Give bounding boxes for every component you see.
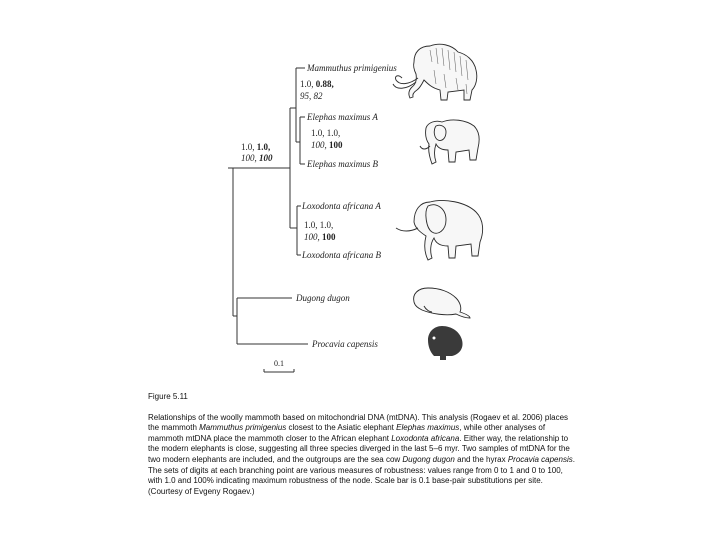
dugong-body <box>414 288 470 318</box>
support-root-l1-a: 1.0, <box>241 142 257 152</box>
caption-text-5: , while other analyses of mammoth mtDNA place the mammoth closer to the African elephant <box>148 423 546 443</box>
african-elephant-illustration <box>396 200 483 260</box>
support-mammoth-asian-line1 <box>300 79 334 89</box>
caption-species-dugong: Dugong dugon <box>402 454 455 464</box>
taxon-label-asian-a: Elephas maximus A <box>307 112 378 122</box>
caption-body <box>148 413 578 498</box>
support-african-line1 <box>304 220 333 230</box>
support-as-l2-b: 100 <box>329 140 343 150</box>
asian-elephant-illustration <box>420 120 479 164</box>
caption-species-elephas: Elephas maximus <box>396 423 460 433</box>
caption-text-1: Relationships of the woolly mammoth based on mitochondrial DNA (mtDNA). This analysis (Rogaev et al. 2006) places the mammoth <box>148 412 569 433</box>
caption-text-3: closest to the Asiatic elephant <box>286 423 397 433</box>
scale-bar <box>264 359 294 372</box>
taxon-label-african-a: Loxodonta africana A <box>302 201 381 211</box>
taxon-label-hyrax: Procavia capensis <box>312 339 378 349</box>
support-root-line2 <box>241 153 273 163</box>
hyrax-eye <box>433 337 436 340</box>
support-root-l2-b: 100 <box>259 153 273 163</box>
support-ma-l2-a: 95, 82 <box>300 91 323 101</box>
caption-species-procavia: Procavia capensis <box>507 454 573 464</box>
caption-species-loxodonta: Loxodonta africana <box>391 433 460 443</box>
mammoth-illustration <box>393 44 477 100</box>
caption-text-7: . Either way, the relationship to the modern elephants is close, suggesting all three species diverged in the last 5–6 myr. Two samples of mtDNA for the two modern elephants are included, and the outgroups are the sea cow <box>148 433 570 464</box>
caption-text-11: . The sets of digits at each branching point are various measures of robustness: values range from 0 to 1 and 0 to 100, with 1.0 and 100% indicating maximum robustness of the node. Scale bar is 0.1 base-pair substitutions per site. (Courtesy of Evgeny Rogaev.) <box>148 454 575 496</box>
support-root-l1-b: 1.0, <box>256 142 271 152</box>
african-elephant-body <box>414 200 483 260</box>
figure-caption <box>148 392 578 497</box>
asian-elephant-ear <box>434 125 446 140</box>
support-af-l2-a: 100, <box>304 232 322 242</box>
caption-species-mammoth: Mammuthus primigenius <box>199 423 287 433</box>
support-asian-line1 <box>311 128 340 138</box>
support-root-line1 <box>241 142 270 152</box>
caption-text-9: and the hyrax <box>454 454 508 464</box>
taxon-label-asian-b: Elephas maximus B <box>307 159 378 169</box>
scale-bar-label: 0.1 <box>274 359 284 368</box>
support-af-l1-a: 1.0, 1.0, <box>304 220 334 230</box>
support-as-l1-a: 1.0, 1.0, <box>311 128 341 138</box>
taxon-label-mammoth: Mammuthus primigenius <box>307 63 397 73</box>
taxon-label-african-b: Loxodonta africana B <box>302 250 381 260</box>
support-as-l2-a: 100, <box>311 140 329 150</box>
taxon-label-dugong: Dugong dugon <box>296 293 350 303</box>
african-elephant-tusk <box>396 228 418 231</box>
support-african-line2 <box>304 232 336 242</box>
caption-title: Figure 5.11 <box>148 392 188 401</box>
support-ma-l1-b: 0.88, <box>315 79 334 89</box>
dugong-illustration <box>414 288 470 318</box>
hyrax-body <box>428 326 463 360</box>
support-ma-l1-a: 1.0, <box>300 79 316 89</box>
support-mammoth-asian-line2 <box>300 91 323 101</box>
taxon-labels <box>295 63 397 349</box>
asian-elephant-body <box>426 120 480 164</box>
support-asian-line2 <box>311 140 343 150</box>
hyrax-illustration <box>428 326 463 360</box>
support-root-l2-a: 100, <box>241 153 259 163</box>
support-af-l2-b: 100 <box>322 232 336 242</box>
